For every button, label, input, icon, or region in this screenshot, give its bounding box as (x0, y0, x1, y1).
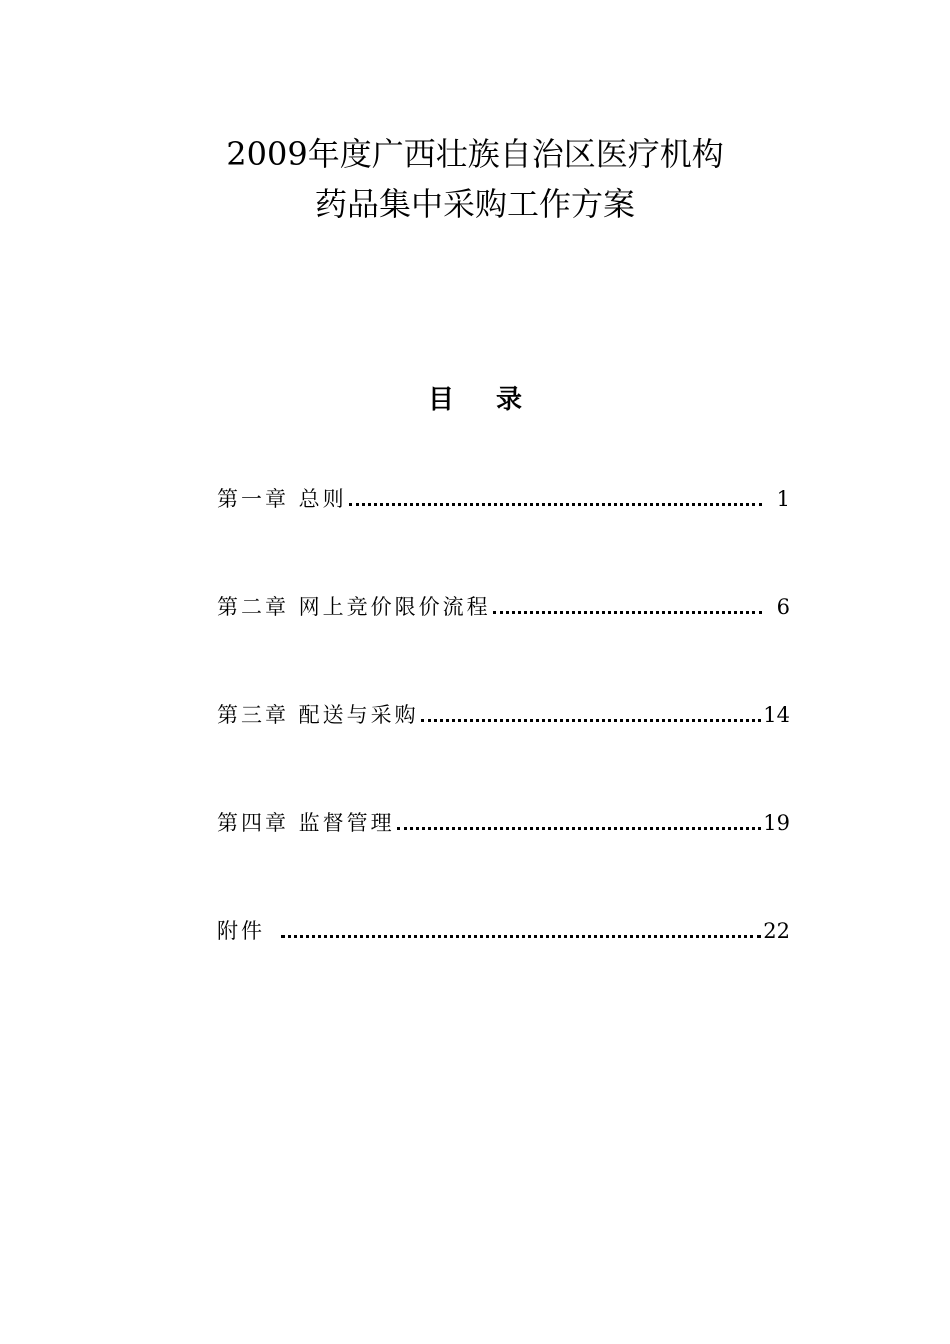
toc-entry-page: 19 (763, 811, 790, 835)
toc-entry-label: 第四章 监督管理 (217, 811, 395, 835)
toc-dot-leader (491, 592, 764, 622)
toc-entry (217, 916, 790, 946)
toc-heading-char-2: 录 (496, 385, 523, 415)
toc-entry (217, 700, 790, 730)
toc-entry-page: 6 (776, 595, 790, 619)
toc-heading-char-1: 目 (428, 385, 455, 415)
toc-entry (217, 484, 790, 514)
toc-entry-label: 第三章 配送与采购 (217, 703, 419, 727)
toc-entry (217, 592, 790, 622)
toc-entry-page: 1 (776, 487, 790, 511)
toc-entry-label: 第一章 总则 (217, 487, 347, 511)
toc-heading (0, 383, 950, 417)
toc-dot-leader (395, 808, 764, 838)
toc-entry (217, 808, 790, 838)
toc-entry-label: 附件 (217, 919, 265, 943)
toc-entry-page: 14 (763, 703, 790, 727)
toc-dot-leader (419, 700, 764, 730)
toc-dot-leader (347, 484, 764, 514)
toc-entry-label: 第二章 网上竞价限价流程 (217, 595, 491, 619)
document-title-line-2: 药品集中采购工作方案 (314, 185, 635, 223)
toc-dot-leader (279, 916, 763, 946)
toc-entry-page: 22 (763, 919, 790, 943)
document-title-line-1: 2009年度广西壮族自治区医疗机构 (226, 135, 724, 173)
